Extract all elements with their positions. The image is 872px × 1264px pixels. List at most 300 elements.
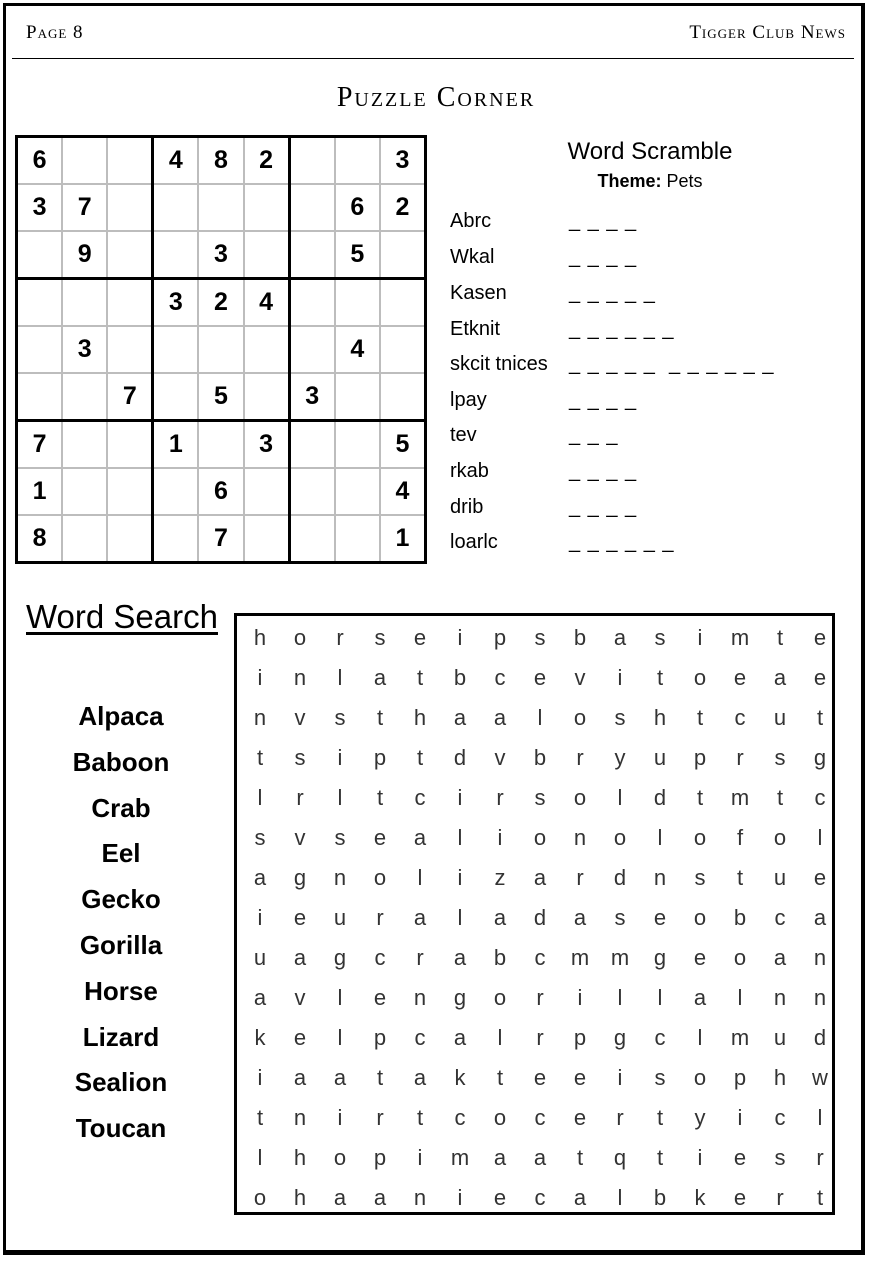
- grid-letter: r: [536, 985, 544, 1010]
- grid-letter: a: [453, 945, 467, 970]
- grid-letter: r: [616, 1105, 624, 1130]
- grid-letter: a: [333, 1185, 347, 1210]
- grid-letter: i: [457, 785, 463, 810]
- answer-blank: _ _ _ _: [569, 460, 638, 482]
- grid-letter: o: [573, 785, 587, 810]
- sudoku-row: [17, 326, 426, 373]
- grid-letter: i: [457, 865, 463, 890]
- grid-letter: d: [533, 905, 547, 930]
- grid-letter: i: [617, 665, 623, 690]
- grid-letter: t: [416, 1105, 424, 1130]
- grid-letter: i: [417, 1145, 423, 1170]
- sudoku-cell: [62, 279, 107, 327]
- sudoku-cell: 7: [17, 421, 63, 469]
- grid-letter: n: [653, 865, 667, 890]
- grid-row: [237, 938, 832, 978]
- grid-letter: i: [617, 1065, 623, 1090]
- grid-letter: t: [656, 1105, 664, 1130]
- word-search-word: Crab: [91, 792, 151, 823]
- grid-letter: i: [337, 1105, 343, 1130]
- grid-letter: e: [733, 1185, 747, 1210]
- sudoku-cell: [17, 326, 63, 373]
- grid-letter: i: [457, 625, 463, 650]
- grid-letter: l: [617, 785, 623, 810]
- sudoku-cell: 1: [380, 515, 426, 563]
- grid-row: [237, 898, 832, 938]
- sudoku-cell: [107, 231, 153, 279]
- grid-letter: e: [813, 665, 827, 690]
- grid-letter: u: [653, 745, 667, 770]
- sudoku-cell: [153, 468, 199, 515]
- sudoku-cell: [198, 326, 243, 373]
- grid-letter: a: [773, 665, 787, 690]
- sudoku-cell: [244, 326, 290, 373]
- grid-letter: b: [493, 945, 507, 970]
- grid-letter: i: [697, 625, 703, 650]
- grid-letter: e: [813, 865, 827, 890]
- sudoku-cell: [62, 421, 107, 469]
- sudoku-cell: [335, 515, 380, 563]
- grid-letter: l: [817, 825, 823, 850]
- answer-blank: _ _ _ _ _ _: [569, 531, 675, 553]
- grid-letter: a: [373, 665, 387, 690]
- sudoku-cell: [17, 373, 63, 421]
- grid-letter: o: [733, 945, 747, 970]
- grid-letter: t: [736, 865, 744, 890]
- grid-letter: s: [774, 745, 786, 770]
- theme-label: Theme:: [597, 171, 662, 191]
- grid-letter: v: [294, 705, 306, 730]
- grid-letter: r: [536, 1025, 544, 1050]
- grid-letter: g: [453, 985, 467, 1010]
- sudoku-cell: [380, 279, 426, 327]
- grid-letter: g: [813, 745, 827, 770]
- grid-letter: r: [576, 745, 584, 770]
- grid-letter: l: [337, 785, 343, 810]
- sudoku-cell: [289, 279, 335, 327]
- grid-letter: g: [293, 865, 307, 890]
- sudoku-cell: [153, 231, 199, 279]
- grid-letter: n: [253, 705, 267, 730]
- grid-letter: o: [693, 1065, 707, 1090]
- grid-letter: o: [293, 625, 307, 650]
- grid-letter: d: [813, 1025, 827, 1050]
- grid-letter: l: [657, 985, 663, 1010]
- grid-letter: t: [256, 1105, 264, 1130]
- sudoku-cell: [62, 137, 107, 185]
- grid-letter: r: [296, 785, 304, 810]
- grid-letter: e: [373, 825, 387, 850]
- grid-letter: i: [577, 985, 583, 1010]
- grid-letter: f: [736, 825, 744, 850]
- grid-letter: l: [337, 985, 343, 1010]
- sudoku-row: [17, 468, 426, 515]
- sudoku-cell: [244, 468, 290, 515]
- grid-letter: i: [257, 905, 263, 930]
- grid-letter: h: [653, 705, 667, 730]
- sudoku-cell: 3: [198, 231, 243, 279]
- word-search-title: Word Search: [26, 598, 218, 635]
- sudoku-cell: 5: [198, 373, 243, 421]
- grid-letter: a: [613, 625, 627, 650]
- grid-letter: s: [294, 745, 306, 770]
- grid-letter: c: [534, 945, 546, 970]
- grid-letter: o: [533, 825, 547, 850]
- grid-letter: n: [293, 665, 307, 690]
- sudoku-row: [17, 373, 426, 421]
- sudoku-cell: [244, 515, 290, 563]
- grid-letter: b: [733, 905, 747, 930]
- grid-letter: b: [453, 665, 467, 690]
- grid-letter: l: [337, 1025, 343, 1050]
- grid-letter: e: [293, 1025, 307, 1050]
- grid-letter: e: [733, 1145, 747, 1170]
- grid-letter: t: [416, 665, 424, 690]
- grid-letter: w: [812, 1065, 828, 1090]
- grid-letter: e: [733, 665, 747, 690]
- sudoku-row: [17, 184, 426, 231]
- grid-letter: h: [413, 705, 427, 730]
- grid-letter: k: [694, 1185, 706, 1210]
- grid-letter: s: [334, 705, 346, 730]
- grid-letter: s: [774, 1145, 786, 1170]
- grid-letter: z: [494, 865, 506, 890]
- grid-letter: a: [533, 1145, 547, 1170]
- grid-row: [237, 1098, 832, 1138]
- grid-letter: i: [257, 1065, 263, 1090]
- word-search-word: Alpaca: [78, 701, 164, 731]
- sudoku-cell: [335, 468, 380, 515]
- grid-letter: e: [493, 1185, 507, 1210]
- sudoku-cell: 7: [62, 184, 107, 231]
- grid-letter: a: [413, 1065, 427, 1090]
- grid-letter: e: [693, 945, 707, 970]
- page-number: Page 8: [26, 22, 84, 43]
- grid-letter: t: [816, 705, 824, 730]
- grid-letter: a: [293, 945, 307, 970]
- grid-letter: u: [773, 1025, 787, 1050]
- grid-letter: l: [457, 825, 463, 850]
- grid-letter: m: [610, 945, 630, 970]
- grid-letter: r: [496, 785, 504, 810]
- sudoku-grid: [15, 135, 427, 564]
- grid-letter: c: [814, 785, 826, 810]
- grid-letter: s: [374, 625, 386, 650]
- grid-letter: p: [373, 1145, 387, 1170]
- grid-letter: q: [613, 1145, 627, 1170]
- sudoku-cell: [107, 137, 153, 185]
- grid-letter: h: [293, 1145, 307, 1170]
- sudoku-cell: [244, 231, 290, 279]
- grid-letter: o: [333, 1145, 347, 1170]
- grid-letter: r: [736, 745, 744, 770]
- grid-letter: t: [376, 705, 384, 730]
- scrambled-word: Kasen: [450, 282, 507, 304]
- sudoku-cell: [107, 326, 153, 373]
- sudoku-cell: 8: [198, 137, 243, 185]
- grid-letter: c: [774, 1105, 786, 1130]
- grid-letter: a: [453, 705, 467, 730]
- grid-letter: c: [654, 1025, 666, 1050]
- grid-row: [237, 738, 832, 778]
- grid-letter: l: [457, 905, 463, 930]
- sudoku-cell: 2: [198, 279, 243, 327]
- grid-row: [237, 1058, 832, 1098]
- sudoku-cell: 5: [335, 231, 380, 279]
- sudoku-cell: [153, 373, 199, 421]
- sudoku-cell: [62, 468, 107, 515]
- grid-letter: c: [534, 1185, 546, 1210]
- grid-letter: s: [534, 785, 546, 810]
- grid-letter: o: [493, 985, 507, 1010]
- grid-letter: m: [730, 785, 750, 810]
- grid-letter: u: [773, 865, 787, 890]
- grid-letter: g: [613, 1025, 627, 1050]
- sudoku-cell: 2: [380, 184, 426, 231]
- sudoku-cell: [198, 421, 243, 469]
- grid-letter: n: [573, 825, 587, 850]
- grid-letter: m: [570, 945, 590, 970]
- grid-letter: c: [454, 1105, 466, 1130]
- sudoku-cell: [107, 279, 153, 327]
- grid-letter: t: [496, 1065, 504, 1090]
- answer-blank: _ _ _ _ _: [569, 282, 656, 304]
- word-scramble-title: Word Scramble: [567, 138, 733, 165]
- grid-letter: o: [693, 665, 707, 690]
- word-search-word: Gecko: [81, 884, 161, 915]
- grid-letter: v: [294, 825, 306, 850]
- scrambled-word: loarlc: [450, 531, 498, 553]
- sudoku-cell: [380, 231, 426, 279]
- grid-letter: n: [413, 1185, 427, 1210]
- grid-letter: v: [494, 745, 506, 770]
- grid-letter: l: [737, 985, 743, 1010]
- grid-letter: p: [373, 745, 387, 770]
- grid-letter: n: [813, 945, 827, 970]
- grid-letter: l: [617, 985, 623, 1010]
- grid-letter: t: [376, 1065, 384, 1090]
- grid-letter: l: [257, 1145, 263, 1170]
- grid-letter: i: [457, 1185, 463, 1210]
- sudoku-cell: [335, 279, 380, 327]
- grid-letter: e: [573, 1105, 587, 1130]
- grid-letter: l: [817, 1105, 823, 1130]
- sudoku-cell: [153, 184, 199, 231]
- grid-letter: a: [413, 825, 427, 850]
- sudoku-cell: 4: [244, 279, 290, 327]
- grid-letter: r: [776, 1185, 784, 1210]
- sudoku-cell: 4: [153, 137, 199, 185]
- grid-letter: o: [693, 825, 707, 850]
- grid-letter: c: [414, 1025, 426, 1050]
- page-title: Puzzle Corner: [336, 82, 536, 113]
- grid-letter: t: [416, 745, 424, 770]
- answer-blank: _ _ _ _ _ _ _ _ _ _ _: [569, 353, 775, 375]
- sudoku-cell: 3: [153, 279, 199, 327]
- theme-value: Pets: [666, 171, 703, 191]
- grid-letter: s: [334, 825, 346, 850]
- sudoku-cell: [153, 326, 199, 373]
- grid-letter: t: [576, 1145, 584, 1170]
- sudoku-cell: 6: [335, 184, 380, 231]
- grid-letter: l: [697, 1025, 703, 1050]
- grid-letter: b: [653, 1185, 667, 1210]
- grid-letter: e: [373, 985, 387, 1010]
- grid-letter: l: [537, 705, 543, 730]
- grid-letter: a: [253, 865, 267, 890]
- grid-letter: t: [776, 785, 784, 810]
- grid-letter: e: [533, 665, 547, 690]
- grid-letter: h: [773, 1065, 787, 1090]
- word-search-word: Gorilla: [79, 929, 163, 960]
- sudoku-cell: [289, 326, 335, 373]
- answer-blank: _ _ _ _: [569, 246, 638, 268]
- sudoku-cell: 3: [62, 326, 107, 373]
- grid-letter: a: [493, 1145, 507, 1170]
- sudoku-row: [17, 137, 426, 185]
- grid-letter: l: [417, 865, 423, 890]
- grid-letter: c: [774, 905, 786, 930]
- grid-letter: e: [653, 905, 667, 930]
- grid-letter: o: [253, 1185, 267, 1210]
- sudoku-row: [17, 421, 426, 469]
- grid-letter: s: [534, 625, 546, 650]
- grid-letter: m: [730, 1025, 750, 1050]
- sudoku-cell: [335, 137, 380, 185]
- grid-letter: s: [614, 705, 626, 730]
- header-divider: [12, 58, 854, 59]
- sudoku-row: [17, 231, 426, 279]
- grid-letter: c: [534, 1105, 546, 1130]
- word-search-word: Sealion: [74, 1067, 168, 1098]
- answer-blank: _ _ _: [569, 424, 619, 446]
- grid-letter: a: [293, 1065, 307, 1090]
- grid-letter: c: [414, 785, 426, 810]
- grid-letter: a: [493, 705, 507, 730]
- sudoku-cell: [244, 184, 290, 231]
- grid-letter: g: [333, 945, 347, 970]
- sudoku-cell: [62, 373, 107, 421]
- grid-letter: c: [374, 945, 386, 970]
- grid-letter: m: [450, 1145, 470, 1170]
- grid-letter: v: [294, 985, 306, 1010]
- grid-letter: e: [413, 625, 427, 650]
- scrambled-word: tev: [450, 424, 477, 446]
- grid-letter: y: [694, 1105, 706, 1130]
- grid-letter: r: [376, 1105, 384, 1130]
- sudoku-cell: [289, 184, 335, 231]
- grid-letter: p: [693, 745, 707, 770]
- grid-letter: s: [654, 625, 666, 650]
- answer-blank: _ _ _ _: [569, 389, 638, 411]
- grid-letter: r: [416, 945, 424, 970]
- sudoku-cell: [289, 137, 335, 185]
- grid-row: [237, 658, 832, 698]
- grid-row: [237, 778, 832, 818]
- sudoku-cell: [380, 326, 426, 373]
- grid-letter: t: [776, 625, 784, 650]
- sudoku-cell: 9: [62, 231, 107, 279]
- grid-letter: i: [737, 1105, 743, 1130]
- grid-letter: s: [614, 905, 626, 930]
- sudoku-cell: [289, 515, 335, 563]
- sudoku-cell: [153, 515, 199, 563]
- word-search-word: Eel: [101, 838, 141, 869]
- grid-letter: t: [696, 705, 704, 730]
- grid-letter: a: [333, 1065, 347, 1090]
- grid-letter: i: [697, 1145, 703, 1170]
- scrambled-word: Abrc: [450, 210, 492, 232]
- scrambled-word: skcit tnices: [450, 353, 548, 375]
- sudoku-cell: [289, 421, 335, 469]
- grid-letter: a: [453, 1025, 467, 1050]
- sudoku-cell: 1: [153, 421, 199, 469]
- sudoku-cell: [335, 373, 380, 421]
- sudoku-cell: [107, 421, 153, 469]
- grid-letter: t: [656, 665, 664, 690]
- sudoku-cell: 8: [17, 515, 63, 563]
- grid-row: [237, 978, 832, 1018]
- sudoku-cell: 4: [380, 468, 426, 515]
- grid-letter: d: [453, 745, 467, 770]
- grid-letter: k: [454, 1065, 466, 1090]
- grid-letter: i: [257, 665, 263, 690]
- grid-row: [237, 1138, 832, 1178]
- sudoku-cell: 7: [198, 515, 243, 563]
- sudoku-cell: [17, 231, 63, 279]
- answer-blank: _ _ _ _: [569, 210, 638, 232]
- grid-letter: i: [497, 825, 503, 850]
- sudoku-cell: 3: [244, 421, 290, 469]
- sudoku-cell: [17, 279, 63, 327]
- grid-letter: p: [373, 1025, 387, 1050]
- answer-blank: _ _ _ _ _ _: [569, 318, 675, 340]
- grid-letter: m: [730, 625, 750, 650]
- scrambled-word: drib: [450, 496, 484, 518]
- sudoku-cell: 2: [244, 137, 290, 185]
- grid-letter: r: [336, 625, 344, 650]
- scrambled-word: Etknit: [450, 318, 501, 340]
- grid-letter: a: [533, 865, 547, 890]
- grid-letter: d: [653, 785, 667, 810]
- grid-letter: a: [413, 905, 427, 930]
- grid-row: [237, 1018, 832, 1058]
- sudoku-cell: 7: [107, 373, 153, 421]
- sudoku-cell: [289, 468, 335, 515]
- grid-letter: t: [376, 785, 384, 810]
- grid-letter: a: [773, 945, 787, 970]
- grid-letter: s: [254, 825, 266, 850]
- grid-letter: b: [573, 625, 587, 650]
- grid-letter: n: [813, 985, 827, 1010]
- sudoku-cell: 3: [380, 137, 426, 185]
- grid-letter: r: [576, 865, 584, 890]
- grid-row: [237, 1178, 832, 1218]
- sudoku-cell: 6: [198, 468, 243, 515]
- word-search-word: Toucan: [75, 1113, 167, 1144]
- grid-letter: a: [573, 905, 587, 930]
- word-search-word: Horse: [84, 975, 158, 1006]
- grid-row: [237, 818, 832, 858]
- word-search-word-list: [20, 694, 222, 1152]
- word-search-word: Baboon: [72, 746, 170, 777]
- grid-letter: o: [693, 905, 707, 930]
- sudoku-cell: [335, 421, 380, 469]
- grid-letter: t: [256, 745, 264, 770]
- sudoku-cell: 4: [335, 326, 380, 373]
- grid-letter: a: [573, 1185, 587, 1210]
- grid-letter: n: [333, 865, 347, 890]
